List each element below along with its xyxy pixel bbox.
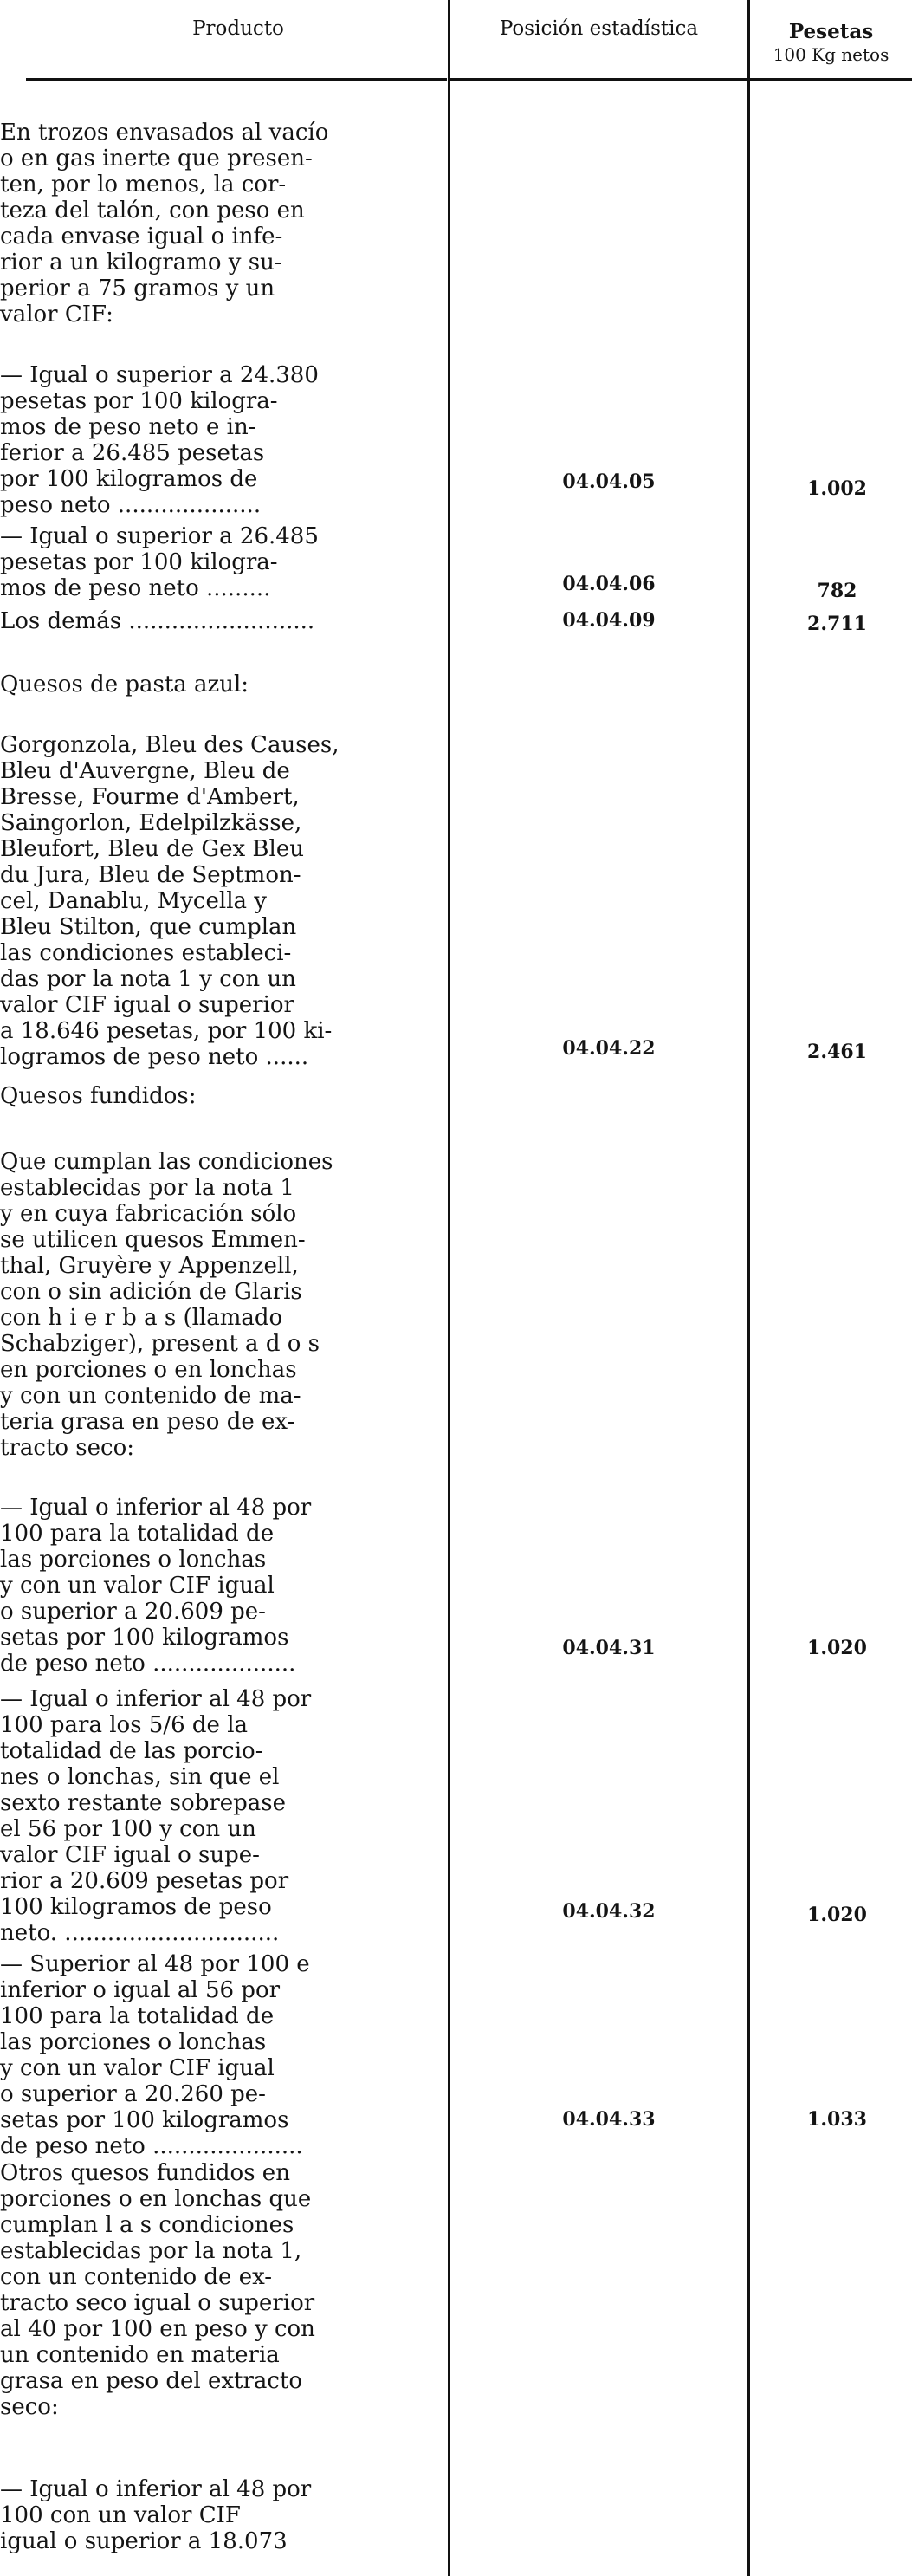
posicion-04-04-33: 04.04.33 [562, 2108, 656, 2131]
item-superior-48-inferior-56: — Superior al 48 por 100 e inferior o igual al 56 por 100 para la totalidad de las porciones o lonchas y con un valor CIF igual o superior a 20.260 pe- setas por 100 kilogramos de peso neto ..................... [0, 1951, 310, 2159]
item-igual-superior-24380: — Igual o superior a 24.380 pesetas por 100 kilogra- mos de peso neto e in- ferior a 26.485 pesetas por 100 kilogramos de peso neto .................... [0, 362, 319, 518]
pesetas-1002: 1.002 [807, 477, 867, 500]
paragraph-que-cumplan: Que cumplan las condiciones establecidas por la nota 1 y en cuya fabricación sólo se utilicen quesos Emmen- thal, Gruyère y Appenzell, con o sin adición de Glaris con h i e r b a s (llamado Schabziger), present a d o s en porciones o en lonchas y con un contenido de ma- teria grasa en peso de ex- tracto seco: [0, 1149, 333, 1461]
pesetas-2461: 2.461 [807, 1041, 867, 1063]
heading-quesos-fundidos: Quesos fundidos: [0, 1083, 197, 1109]
paragraph-otros-quesos-fundidos: Otros quesos fundidos en porciones o en lonchas que cumplan l a s condiciones establecidas por la nota 1, con un contenido de ex- tracto seco igual o superior al 40 por 100 en peso y con un contenido en materia grasa en peso del extracto seco: [0, 2160, 315, 2420]
header-rule-pesetas [750, 78, 912, 81]
pesetas-1020-b: 1.020 [807, 1904, 867, 1926]
posicion-04-04-09: 04.04.09 [562, 609, 656, 632]
heading-quesos-pasta-azul: Quesos de pasta azul: [0, 672, 249, 698]
header-producto: Producto [192, 17, 284, 40]
header-pesetas: Pesetas [788, 20, 874, 43]
paragraph-trozos-envasados: En trozos envasados al vacío o en gas inerte que presen- ten, por lo menos, la cor- teza del talón, con peso en cada envase igual o infe- rior a un kilogramo y su- perior a 75 gramos y un valor CIF: [0, 120, 329, 328]
item-igual-superior-26485: — Igual o superior a 26.485 pesetas por 100 kilogra- mos de peso neto ......... [0, 523, 319, 601]
pesetas-1020-a: 1.020 [807, 1637, 867, 1659]
item-inferior-48-cinco-sextos: — Igual o inferior al 48 por 100 para los 5/6 de la totalidad de las porcio- nes o lonchas, sin que el sexto restante sobrepase el 56 por 100 y con un valor CIF igual o supe- rior a 20.609 pesetas por 100 kilogramos de peso neto. .............................. [0, 1686, 312, 1946]
posicion-04-04-22: 04.04.22 [562, 1037, 656, 1060]
item-inferior-48-totalidad: — Igual o inferior al 48 por 100 para la totalidad de las porciones o lonchas y con un valor CIF igual o superior a 20.609 pe- setas por 100 kilogramos de peso neto .................... [0, 1495, 312, 1677]
pesetas-1033: 1.033 [807, 2108, 867, 2131]
posicion-04-04-32: 04.04.32 [562, 1900, 656, 1923]
posicion-04-04-31: 04.04.31 [562, 1637, 656, 1659]
item-inferior-48-cif-18073: — Igual o inferior al 48 por 100 con un valor CIF igual o superior a 18.073 [0, 2476, 312, 2554]
posicion-04-04-05: 04.04.05 [562, 470, 656, 493]
posicion-04-04-06: 04.04.06 [562, 573, 656, 595]
pesetas-782: 782 [817, 580, 857, 602]
header-unidad: 100 Kg netos [773, 44, 889, 65]
header-posicion-estadistica: Posición estadística [499, 17, 699, 40]
header-rule-posicion [450, 78, 747, 81]
header-rule-producto [26, 78, 447, 81]
paragraph-los-demas: Los demás .......................... [0, 608, 315, 634]
paragraph-gorgonzola: Gorgonzola, Bleu des Causes, Bleu d'Auvergne, Bleu de Bresse, Fourme d'Ambert, Saingorlon, Edelpilzkässe, Bleufort, Bleu de Gex Bleu du Jura, Bleu de Septmon- cel, Danablu, Mycella y Bleu Stilton, que cumplan las condiciones estableci- das por la nota 1 y con un valor CIF igual o superior a 18.646 pesetas, por 100 ki- logramos de peso neto ...... [0, 732, 340, 1070]
column-divider-right [747, 0, 750, 2576]
pesetas-2711: 2.711 [807, 613, 867, 635]
column-divider-left [448, 0, 450, 2576]
